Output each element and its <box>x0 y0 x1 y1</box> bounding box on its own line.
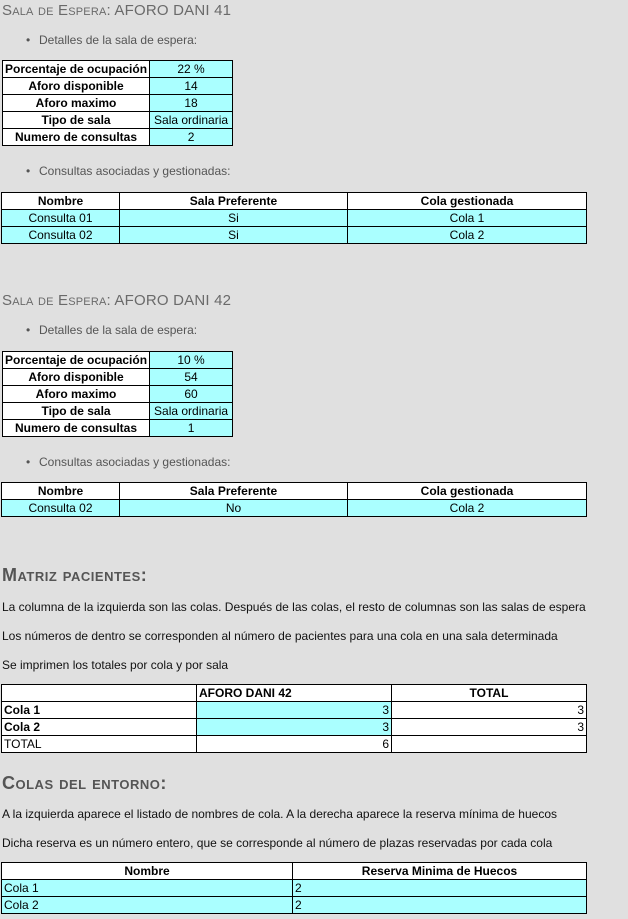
detail-label: Porcentaje de ocupación <box>3 352 150 369</box>
colas-paragraph: A la izquierda aparece el listado de nombres de cola. A la derecha aparece la reserva mínima de huecos <box>2 807 557 821</box>
bullet-dot-icon: • <box>26 164 31 178</box>
consultas-bullet <box>26 455 230 469</box>
table-header-row <box>2 193 587 210</box>
detail-value: 2 <box>150 129 233 146</box>
table-row <box>2 736 587 753</box>
room-title: Sala de Espera: AFORO DANI 42 <box>2 292 232 309</box>
consulta-name: Consulta 02 <box>2 227 120 244</box>
table-header-row <box>2 685 587 702</box>
detail-value: 1 <box>150 420 233 437</box>
table-row <box>2 880 587 897</box>
cola-name: Cola 1 <box>2 880 293 897</box>
table-row <box>3 352 233 369</box>
details-label: Detalles de la sala de espera: <box>39 33 198 47</box>
col-header-cola-gestionada: Cola gestionada <box>348 193 587 210</box>
detail-value: 54 <box>150 369 233 386</box>
col-header-reserva: Reserva Minima de Huecos <box>293 863 587 880</box>
table-row <box>3 386 233 403</box>
colas-paragraph: Dicha reserva es un número entero, que se corresponde al número de plazas reservadas por cada cola <box>2 836 553 850</box>
colas-title: Colas del entorno: <box>2 773 167 793</box>
consulta-cola: Cola 2 <box>348 500 587 517</box>
row-label: TOTAL <box>2 736 197 753</box>
cola-reserva: 2 <box>293 897 587 914</box>
detail-value: 10 % <box>150 352 233 369</box>
matriz-cell: 3 <box>197 702 392 719</box>
table-row <box>2 210 587 227</box>
consulta-cola: Cola 1 <box>348 210 587 227</box>
table-row <box>2 500 587 517</box>
detail-label: Aforo maximo <box>3 95 150 112</box>
table-row <box>2 719 587 736</box>
detail-label: Numero de consultas <box>3 129 150 146</box>
details-table <box>2 60 233 146</box>
detail-label: Numero de consultas <box>3 420 150 437</box>
table-row <box>3 61 233 78</box>
detail-value: 14 <box>150 78 233 95</box>
detail-value: 60 <box>150 386 233 403</box>
consulta-cola: Cola 2 <box>348 227 587 244</box>
detail-value: Sala ordinaria <box>150 112 233 129</box>
details-bullet <box>26 33 197 47</box>
cola-reserva: 2 <box>293 880 587 897</box>
bullet-dot-icon: • <box>26 455 31 469</box>
row-total: 3 <box>392 702 587 719</box>
row-label: Cola 2 <box>2 719 197 736</box>
matriz-table <box>1 684 587 753</box>
bullet-dot-icon: • <box>26 33 31 47</box>
room-title: Sala de Espera: AFORO DANI 41 <box>2 2 232 19</box>
table-row <box>3 369 233 386</box>
cola-name: Cola 2 <box>2 897 293 914</box>
colas-table <box>1 862 587 914</box>
consultas-bullet <box>26 164 230 178</box>
col-header-total: TOTAL <box>392 685 587 702</box>
detail-label: Aforo maximo <box>3 386 150 403</box>
consultas-table <box>1 482 587 517</box>
matriz-title: Matriz pacientes: <box>2 565 148 585</box>
col-header-nombre: Nombre <box>2 193 120 210</box>
matriz-paragraph: Los números de dentro se corresponden al número de pacientes para una cola en una sala determinada <box>2 629 558 643</box>
consulta-preferente: No <box>120 500 348 517</box>
detail-value: 22 % <box>150 61 233 78</box>
detail-label: Aforo disponible <box>3 78 150 95</box>
details-table <box>2 351 233 437</box>
table-row <box>2 897 587 914</box>
row-label: Cola 1 <box>2 702 197 719</box>
column-total: 6 <box>197 736 392 753</box>
consulta-preferente: Si <box>120 210 348 227</box>
table-row <box>3 129 233 146</box>
consulta-name: Consulta 02 <box>2 500 120 517</box>
col-header-nombre: Nombre <box>2 863 293 880</box>
table-row <box>3 112 233 129</box>
bullet-dot-icon: • <box>26 323 31 337</box>
consulta-name: Consulta 01 <box>2 210 120 227</box>
consulta-preferente: Si <box>120 227 348 244</box>
col-header-sala-preferente: Sala Preferente <box>120 193 348 210</box>
table-header-row <box>2 483 587 500</box>
details-bullet <box>26 323 197 337</box>
table-row <box>2 227 587 244</box>
col-header-sala: AFORO DANI 42 <box>197 685 392 702</box>
consultas-label: Consultas asociadas y gestionadas: <box>39 455 231 469</box>
consultas-label: Consultas asociadas y gestionadas: <box>39 164 231 178</box>
table-header-row <box>2 863 587 880</box>
table-row <box>3 78 233 95</box>
row-total: 3 <box>392 719 587 736</box>
matriz-paragraph: Se imprimen los totales por cola y por sala <box>2 658 229 672</box>
table-row <box>2 702 587 719</box>
detail-label: Porcentaje de ocupación <box>3 61 150 78</box>
grand-total <box>392 736 587 753</box>
detail-label: Tipo de sala <box>3 403 150 420</box>
detail-label: Aforo disponible <box>3 369 150 386</box>
col-header-sala-preferente: Sala Preferente <box>120 483 348 500</box>
detail-value: Sala ordinaria <box>150 403 233 420</box>
table-row <box>3 95 233 112</box>
detail-label: Tipo de sala <box>3 112 150 129</box>
matriz-corner-header <box>2 685 197 702</box>
consultas-table <box>1 192 587 244</box>
table-row <box>3 420 233 437</box>
detail-value: 18 <box>150 95 233 112</box>
col-header-nombre: Nombre <box>2 483 120 500</box>
table-row <box>3 403 233 420</box>
col-header-cola-gestionada: Cola gestionada <box>348 483 587 500</box>
matriz-cell: 3 <box>197 719 392 736</box>
details-label: Detalles de la sala de espera: <box>39 323 198 337</box>
matriz-paragraph: La columna de la izquierda son las colas. Después de las colas, el resto de columnas son las salas de espera <box>2 600 586 614</box>
